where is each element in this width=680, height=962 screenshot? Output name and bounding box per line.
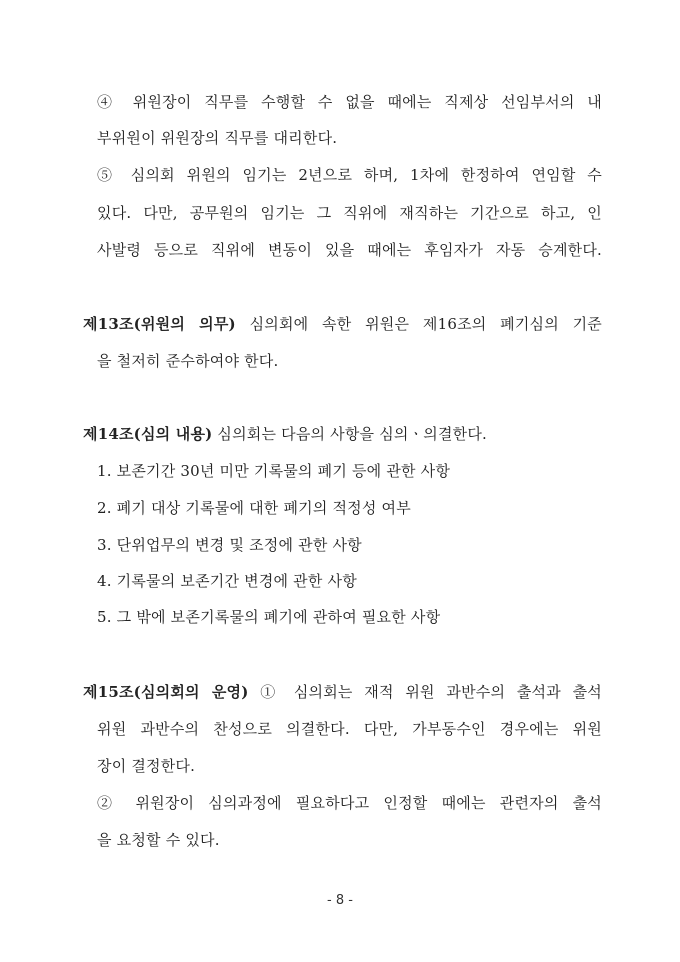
article13-heading: 제13조(위원의 의무) (83, 315, 236, 333)
article13-line1 (83, 314, 602, 334)
article12-para5-line3: 사발령 등으로 직위에 변동이 있을 때에는 후임자가 자동 승계한다. (97, 241, 602, 259)
page-number: - 8 - (327, 893, 353, 908)
article14-item-2: 2. 폐기 대상 기록물에 대한 폐기의 적정성 여부 (97, 499, 411, 517)
article15-heading: 제15조(심의회의 운영) (83, 683, 249, 701)
article15-para2-line2: 을 요청할 수 있다. (97, 831, 220, 849)
article15-line1-text: ① 심의회는 재적 위원 과반수의 출석과 출석 (248, 683, 602, 701)
article14-heading: 제14조(심의 내용) (83, 425, 213, 443)
article14-item-4: 4. 기록물의 보존기간 변경에 관한 사항 (97, 572, 357, 590)
article12-para4-line1: ④ 위원장이 직무를 수행할 수 없을 때에는 직제상 선임부서의 내 (97, 93, 602, 111)
article12-para4-line2: 부위원이 위원장의 직무를 대리한다. (97, 129, 338, 147)
article13-line2: 을 철저히 준수하여야 한다. (97, 352, 279, 370)
article12-para5-line2: 있다. 다만, 공무원의 임기는 그 직위에 재직하는 기간으로 하고, 인 (97, 204, 602, 222)
article14-line1-text: 심의회는 다음의 사항을 심의ㆍ의결한다. (212, 425, 488, 443)
article15-para2-line1: ② 위원장이 심의과정에 필요하다고 인정할 때에는 관련자의 출석 (97, 794, 602, 812)
article14-item-1: 1. 보존기간 30년 미만 기록물의 폐기 등에 관한 사항 (97, 462, 451, 480)
article12-para5-line1: ⑤ 심의회 위원의 임기는 2년으로 하며, 1차에 한정하여 연임할 수 (97, 166, 602, 184)
article15-line3: 장이 결정한다. (97, 757, 196, 775)
article14-item-5: 5. 그 밖에 보존기록물의 폐기에 관하여 필요한 사항 (97, 608, 441, 626)
article13-line1-text: 심의회에 속한 위원은 제16조의 폐기심의 기준 (235, 315, 602, 333)
article15-line1 (83, 682, 602, 702)
article14-item-3: 3. 단위업무의 변경 및 조정에 관한 사항 (97, 536, 362, 554)
article14-line1 (83, 424, 487, 444)
article15-line2: 위원 과반수의 찬성으로 의결한다. 다만, 가부동수인 경우에는 위원 (97, 720, 602, 738)
